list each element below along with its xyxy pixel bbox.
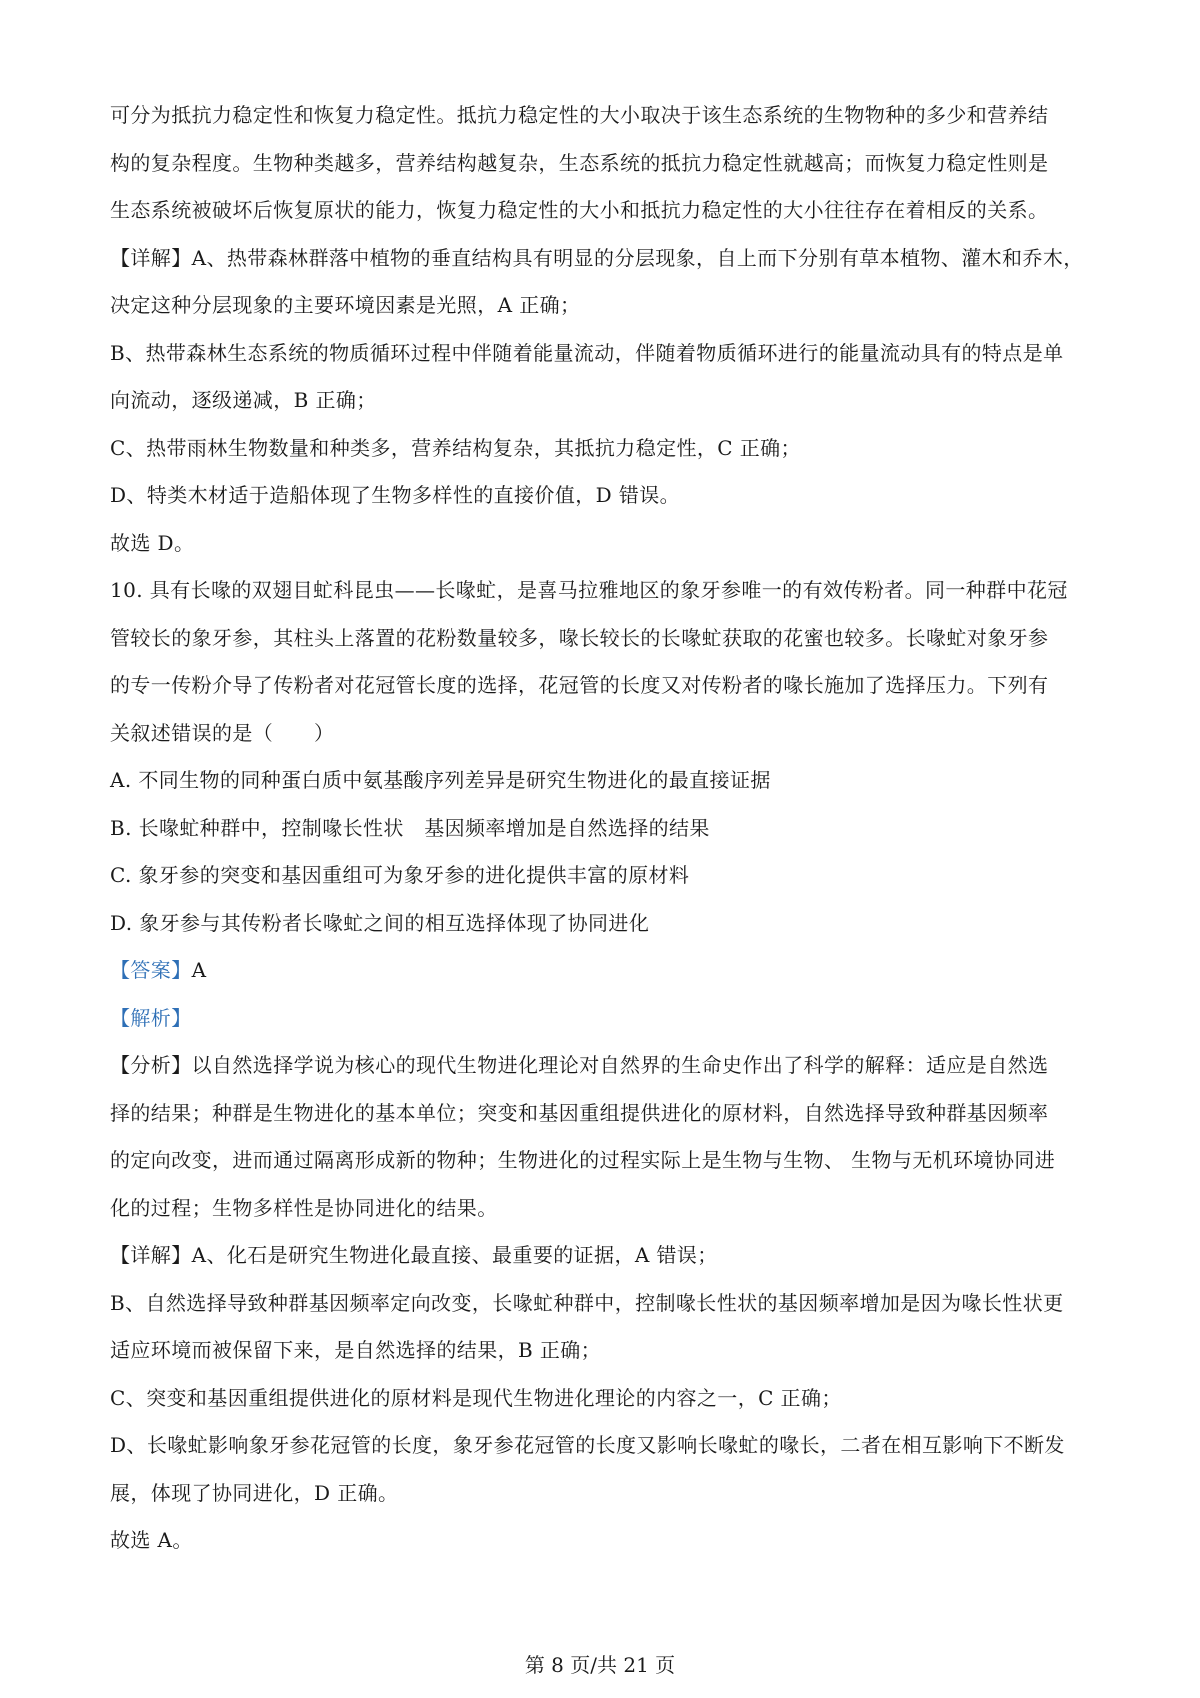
- page-number-footer: 第 8 页/共 21 页: [524, 1653, 676, 1677]
- answer-line: [110, 947, 1102, 995]
- text-line: B、自然选择导致种群基因频率定向改变，长喙虻种群中，控制喙长性状的基因频率增加是因为喙长性状更: [110, 1290, 1064, 1315]
- option-b: B. 长喙虻种群中，控制喙长性状 基因频率增加是自然选择的结果: [110, 815, 710, 840]
- conclusion-line: 故选 A。: [110, 1528, 193, 1552]
- text-line: 【详解】A、化石是研究生物进化最直接、最重要的证据，A 错误；: [110, 1243, 718, 1267]
- question-stem-line: 关叙述错误的是（ ）: [110, 720, 335, 745]
- answer-value: A: [191, 958, 207, 982]
- text-line: 决定这种分层现象的主要环境因素是光照，A 正确；: [110, 293, 581, 317]
- text-line: 【分析】以自然选择学说为核心的现代生物进化理论对自然界的生命史作出了科学的解释：适应是自然选: [110, 1053, 1049, 1077]
- text-line: 化的过程；生物多样性是协同进化的结果。: [110, 1195, 498, 1220]
- text-line: C、突变和基因重组提供进化的原材料是现代生物进化理论的内容之一，C 正确；: [110, 1385, 842, 1410]
- conclusion-line: 故选 D。: [110, 530, 195, 555]
- option-d: D. 象牙参与其传粉者长喙虻之间的相互选择体现了协同进化: [110, 910, 650, 935]
- text-line: 【详解】A、热带森林群落中植物的垂直结构具有明显的分层现象，自上而下分别有草本植物、灌木和乔木，: [110, 245, 1084, 270]
- text-line: C、热带雨林生物数量和种类多，营养结构复杂，其抵抗力稳定性，C 正确；: [110, 435, 801, 460]
- question-stem-line: 管较长的象牙参，其柱头上落置的花粉数量较多，喙长较长的长喙虻获取的花蜜也较多。长喙虻对象牙参: [110, 625, 1049, 650]
- text-line: 可分为抵抗力稳定性和恢复力稳定性。抵抗力稳定性的大小取决于该生态系统的生物物种的多少和营养结: [110, 103, 1049, 127]
- question-stem-line: 的专一传粉介导了传粉者对花冠管长度的选择，花冠管的长度又对传粉者的喙长施加了选择压力。下列有: [110, 673, 1049, 697]
- text-line: 构的复杂程度。生物种类越多，营养结构越复杂，生态系统的抵抗力稳定性就越高；而恢复力稳定性则是: [110, 150, 1049, 175]
- text-line: 向流动，逐级递减，B 正确；: [110, 388, 377, 412]
- answer-label: 【答案】: [110, 958, 192, 982]
- text-line: 的定向改变，进而通过隔离形成新的物种；生物进化的过程实际上是生物与生物、 生物与无机环境协同进: [110, 1148, 1056, 1172]
- option-a: A. 不同生物的同种蛋白质中氨基酸序列差异是研究生物进化的最直接证据: [110, 768, 771, 792]
- analysis-label: 【解析】: [110, 1005, 192, 1030]
- text-line: 适应环境而被保留下来，是自然选择的结果，B 正确；: [110, 1338, 602, 1362]
- text-line: 择的结果；种群是生物进化的基本单位；突变和基因重组提供进化的原材料，自然选择导致种群基因频率: [110, 1100, 1049, 1125]
- option-c: C. 象牙参的突变和基因重组可为象牙参的进化提供丰富的原材料: [110, 863, 690, 887]
- text-line: D、特类木材适于造船体现了生物多样性的直接价值，D 错误。: [110, 483, 681, 507]
- text-line: D、长喙虻影响象牙参花冠管的长度，象牙参花冠管的长度又影响长喙虻的喙长，二者在相互影响下不断发: [110, 1433, 1065, 1457]
- text-line: 生态系统被破坏后恢复原状的能力，恢复力稳定性的大小和抵抗力稳定性的大小往往存在着相反的关系。: [110, 198, 1049, 222]
- page-content: [110, 92, 1102, 1565]
- text-line: 展，体现了协同进化，D 正确。: [110, 1480, 399, 1505]
- text-line: B、热带森林生态系统的物质循环过程中伴随着能量流动，伴随着物质循环进行的能量流动具有的特点是单: [110, 340, 1064, 365]
- question-stem-line: 10. 具有长喙的双翅目虻科昆虫——长喙虻，是喜马拉雅地区的象牙参唯一的有效传粉者。同一种群中花冠: [110, 578, 1068, 602]
